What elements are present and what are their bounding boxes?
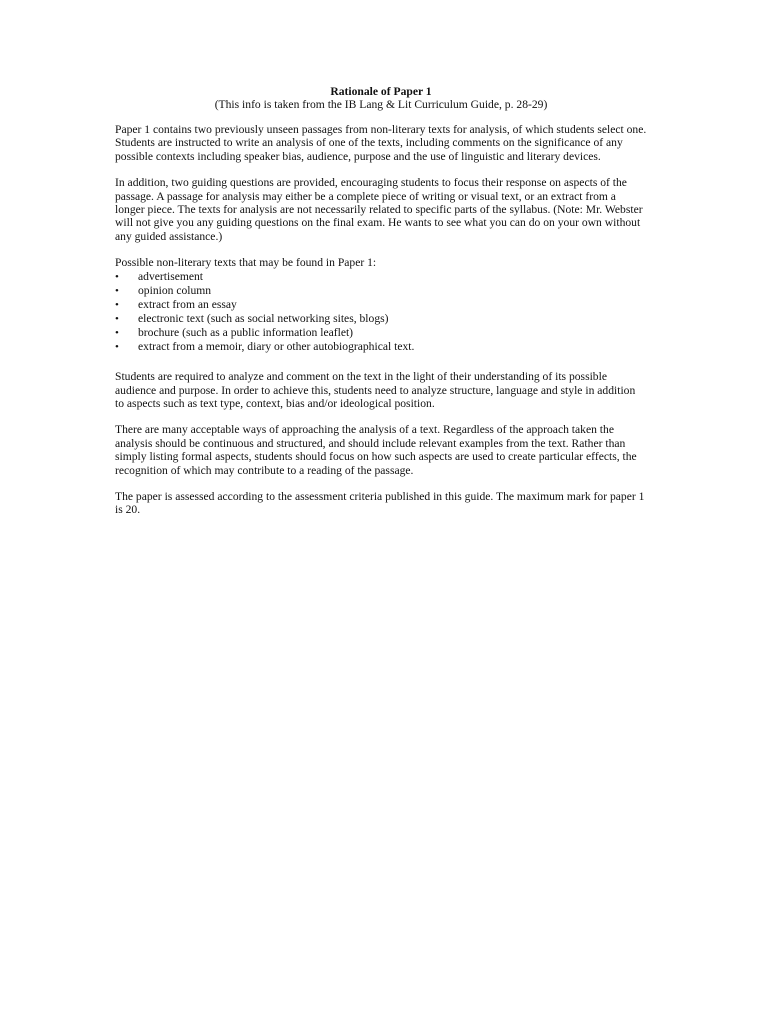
bullet-icon: • <box>115 341 119 354</box>
bullet-icon: • <box>115 327 119 340</box>
list-item-label: opinion column <box>138 283 212 297</box>
document-content <box>115 85 647 530</box>
list-item-label: advertisement <box>138 269 204 283</box>
paragraph-analysis-requirements: Students are required to analyze and comment on the text in the light of their understanding of its possible audience and purpose. In order to achieve this, students need to analyze structure, language and style in addition to aspects such as text type, context, bias and/or ideological position. <box>115 370 636 411</box>
list-item-label: brochure (such as a public information leaflet) <box>138 326 354 340</box>
list-item <box>115 284 647 298</box>
paragraph-approaches: There are many acceptable ways of approaching the analysis of a text. Regardless of the approach taken the analysis should be continuous and structured, and should include relevant examples from the text. Rather than simply listing formal aspects, students should focus on how such aspects are used to create particular effects, the recognition of which may contribute to a reading of the passage. <box>115 423 637 477</box>
paragraph-guiding-questions: In addition, two guiding questions are provided, encouraging students to focus their response on aspects of the passage. A passage for analysis may either be a complete piece of writing or visual text, or an extract from a longer piece. The texts for analysis are not necessarily related to specific parts of the syllabus. (Note: Mr. Webster will not give you any guiding questions on the final exam. He wants to see what you can do on your own without any guided assistance.) <box>115 176 643 243</box>
list-item <box>115 340 647 354</box>
list-item <box>115 270 647 284</box>
list-item-label: extract from an essay <box>138 297 237 311</box>
document-subtitle: (This info is taken from the IB Lang & Lit Curriculum Guide, p. 28-29) <box>214 98 548 111</box>
text-types-intro: Possible non-literary texts that may be found in Paper 1: <box>115 256 377 270</box>
list-item <box>115 312 647 326</box>
bullet-icon: • <box>115 284 119 297</box>
bullet-icon: • <box>115 270 119 283</box>
paragraph-paper-overview: Paper 1 contains two previously unseen passages from non-literary texts for analysis, of which students select one. Students are instructed to write an analysis of one of the texts, including comments on the significance of any possible contexts including speaker bias, audience, purpose and the use of linguistic and literary devices. <box>115 123 647 163</box>
list-item-label: extract from a memoir, diary or other autobiographical text. <box>138 340 415 354</box>
list-item-label: electronic text (such as social networking sites, blogs) <box>138 311 389 325</box>
list-item <box>115 326 647 340</box>
bullet-icon: • <box>115 312 119 325</box>
list-item <box>115 298 647 312</box>
text-types-list <box>115 270 647 355</box>
document-title: Rationale of Paper 1 <box>330 85 432 98</box>
bullet-icon: • <box>115 298 119 311</box>
paragraph-assessment: The paper is assessed according to the assessment criteria published in this guide. The maximum mark for paper 1 is 20. <box>115 490 645 517</box>
